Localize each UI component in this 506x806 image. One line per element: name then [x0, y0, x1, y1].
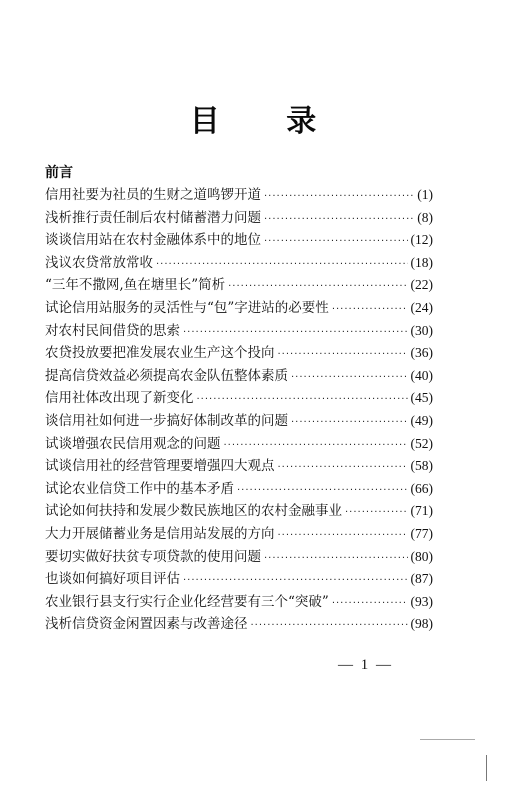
toc-entry-title: 提高信贷效益必须提高农金队伍整体素质 — [45, 367, 288, 384]
toc-leader-dots — [183, 575, 408, 586]
toc-leader-dots — [264, 553, 408, 564]
toc-entry-title: 试谈增强农民信用观念的问题 — [45, 435, 221, 452]
toc-entry-title: 信用社体改出现了新变化 — [45, 390, 194, 407]
toc-entry-title: 大力开展储蓄业务是信用站发展的方向 — [45, 525, 275, 542]
toc-leader-dots — [264, 236, 408, 247]
toc-entry — [45, 228, 433, 251]
toc-entry-title: 浅析推行责任制后农村储蓄潜力问题 — [45, 209, 261, 226]
toc-leader-dots — [345, 507, 408, 518]
toc-entry-page: (98) — [410, 616, 433, 632]
toc-entry — [45, 296, 433, 319]
toc-entry-page: (36) — [410, 345, 433, 361]
toc-entry-title: 也谈如何搞好项目评估 — [45, 571, 180, 588]
toc-entry — [45, 364, 433, 387]
toc-entry — [45, 409, 433, 432]
toc-entry — [45, 432, 433, 455]
toc-entry-page: (80) — [410, 548, 433, 564]
toc-entry-title: 农贷投放要把准发展农业生产这个投向 — [45, 345, 275, 362]
toc-entry-title: 对农村民间借贷的思索 — [45, 322, 180, 339]
toc-entry-page: (93) — [410, 593, 433, 609]
table-of-contents — [45, 183, 433, 635]
toc-leader-dots — [264, 191, 414, 202]
toc-entry — [45, 567, 433, 590]
toc-entry-page: (45) — [410, 390, 433, 406]
page-title: 目 录 — [189, 104, 345, 139]
toc-entry-title: 谈谈信用站在农村金融体系中的地位 — [45, 232, 261, 249]
toc-leader-dots — [278, 462, 408, 473]
toc-leader-dots — [264, 214, 414, 225]
toc-entry — [45, 454, 433, 477]
toc-leader-dots — [237, 485, 408, 496]
toc-entry-title: 试论如何扶持和发展少数民族地区的农村金融事业 — [45, 503, 342, 520]
toc-entry — [45, 545, 433, 568]
toc-entry-title: 浅析信贷资金闲置因素与改善途径 — [45, 616, 248, 633]
toc-entry-title: “三年不撒网,鱼在塘里长”简析 — [45, 277, 226, 294]
toc-entry-title: 农业银行县支行实行企业化经营要有三个“突破” — [45, 593, 329, 610]
toc-leader-dots — [291, 372, 408, 383]
toc-entry — [45, 251, 433, 274]
toc-entry — [45, 341, 433, 364]
toc-leader-dots — [224, 440, 408, 451]
toc-entry — [45, 183, 433, 206]
toc-entry-page: (18) — [410, 254, 433, 270]
toc-entry-page: (49) — [410, 412, 433, 428]
toc-entry-page: (66) — [410, 480, 433, 496]
toc-entry-page: (8) — [417, 209, 433, 225]
toc-entry — [45, 522, 433, 545]
toc-entry — [45, 319, 433, 342]
toc-entry-page: (71) — [410, 503, 433, 519]
toc-entry-page: (87) — [410, 571, 433, 587]
toc-leader-dots — [278, 349, 408, 360]
toc-entry-page: (58) — [410, 458, 433, 474]
toc-entry — [45, 590, 433, 613]
toc-entry — [45, 477, 433, 500]
toc-leader-dots — [228, 281, 407, 292]
toc-leader-dots — [332, 598, 408, 609]
toc-entry-page: (77) — [410, 525, 433, 541]
toc-entry — [45, 206, 433, 229]
section-heading: 前言 — [45, 165, 73, 181]
toc-entry-page: (12) — [410, 232, 433, 248]
toc-leader-dots — [251, 620, 408, 631]
toc-entry-page: (40) — [410, 367, 433, 383]
toc-entry-title: 要切实做好扶贫专项贷款的使用问题 — [45, 548, 261, 565]
toc-entry — [45, 612, 433, 635]
toc-leader-dots — [197, 394, 408, 405]
toc-entry-page: (1) — [417, 187, 433, 202]
page-number: — 1 — — [338, 657, 393, 673]
toc-entry — [45, 273, 433, 296]
toc-leader-dots — [156, 259, 408, 270]
toc-entry-title: 浅议农贷常放常收 — [45, 254, 153, 271]
toc-entry — [45, 499, 433, 522]
toc-entry-page: (22) — [410, 277, 433, 293]
toc-entry-page: (52) — [410, 435, 433, 451]
toc-leader-dots — [183, 327, 408, 338]
toc-entry-page: (30) — [410, 322, 433, 338]
scan-mark — [486, 755, 487, 781]
toc-entry — [45, 386, 433, 409]
toc-leader-dots — [332, 304, 408, 315]
toc-entry-title: 试论信用站服务的灵活性与“包”字进站的必要性 — [45, 299, 329, 316]
toc-entry-title: 试谈信用社的经营管理要增强四大观点 — [45, 458, 275, 475]
toc-entry-title: 谈信用社如何进一步搞好体制改革的问题 — [45, 412, 288, 429]
toc-entry-page: (24) — [410, 299, 433, 315]
toc-entry-title: 信用社要为社员的生财之道鸣锣开道 — [45, 187, 261, 203]
toc-leader-dots — [291, 417, 408, 428]
scan-mark — [420, 739, 475, 740]
toc-leader-dots — [278, 530, 408, 541]
toc-entry-title: 试论农业信贷工作中的基本矛盾 — [45, 480, 234, 497]
